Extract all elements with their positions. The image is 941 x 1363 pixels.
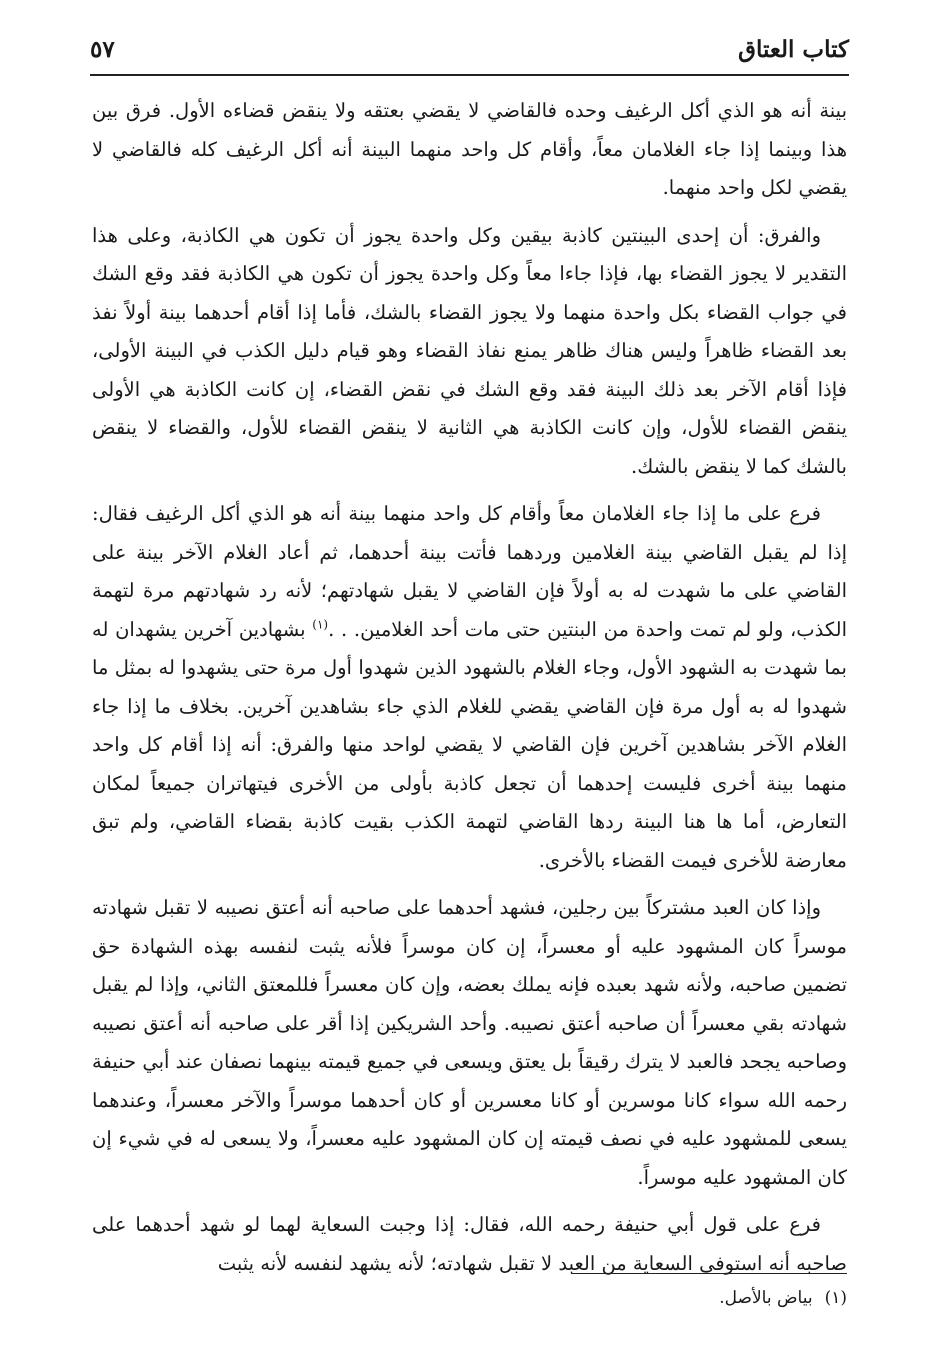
footnote-reference[interactable]: (١) (312, 617, 329, 631)
footnote-divider (571, 1273, 847, 1274)
page-header (90, 34, 849, 76)
paragraph-text: بشهادين آخرين يشهدان له بما شهدت به الشهود الأول، وجاء الغلام بالشهود الذين شهدوا أول مرة حتى يشهدوا له بمثل ما شهدوا له به أول مرة فإن القاضي يقضي للغلام الذي جاء بشاهدين آخرين. بخلاف ما إذا جاء الغلام الآخر بشاهدين آخرين فإن القاضي لا يقضي لواحد منها والفرق: أنه إذا أقام كل واحد منهما بينة أخرى فليست إحدهما أن تجعل كاذبة بأولى من الأخرى فيتهاتران جميعاً لمكان التعارض، أما ها هنا البينة ردها القاضي لتهمة الكذب بقيت كاذبة بقضاء القاضي، ولم تبق معارضة للأخرى فيمت القضاء بالأخرى. (92, 617, 847, 872)
page-body (92, 92, 847, 1292)
paragraph: فرع على قول أبي حنيفة رحمه الله، فقال: إذا وجبت السعاية لهما لو شهد أحدهما على صاحبه أنه استوفى السعاية من العبد لا تقبل شهادته؛ لأنه يشهد لنفسه لأنه يثبت (92, 1213, 847, 1275)
footnote-number: (١) (824, 1288, 847, 1308)
footnote (719, 1283, 847, 1313)
paragraph: بينة أنه هو الذي أكل الرغيف وحده فالقاضي لا يقضي بعتقه ولا ينقض قضاءه الأول. فرق بين هذا وبينما إذا جاء الغلامان معاً، وأقام كل واحد منهما البينة أنه أكل الرغيف كله فالقاضي لا يقضي لكل واحد منهما. (92, 99, 847, 199)
paragraph: والفرق: أن إحدى البينتين كاذبة بيقين وكل واحدة يجوز أن تكون هي الكاذبة، وعلى هذا التقدير لا يجوز القضاء بها، فإذا جاءا معاً وكل واحدة يجوز أن تكون هي الكاذبة فقد وقع الشك في جواب القضاء بكل واحدة منهما ولا يجوز القضاء بالشك، فأما إذا أقام أحدهما بينة أولاً نفذ بعد القضاء ظاهراً وليس هناك ظاهر يمنع نفاذ القضاء وهو قيام دليل الكذب في البينة الأولى، فإذا أقام الآخر بعد ذلك البينة فقد وقع الشك في نقض القضاء، إن كانت الكاذبة هي الأولى ينقض القضاء للأول، وإن كانت الكاذبة هي الثانية لا ينقض القضاء للأول، والقضاء لا ينقض بالشك كما لا ينقض بالشك. (92, 223, 847, 478)
footnote-text: بياض بالأصل. (719, 1288, 813, 1308)
page-number: ٥٧ (90, 36, 115, 63)
page-title: كتاب العتاق (738, 36, 849, 63)
paragraph: وإذا كان العبد مشتركاً بين رجلين، فشهد أحدهما على صاحبه أنه أعتق نصيبه لا تقبل شهادته موسراً كان المشهود عليه أو معسراً، إن كان موسراً فلأنه يثبت لنفسه بهذه الشهادة حق تضمين صاحبه، ولأنه شهد بعبده فإنه يملك بعضه، وإن كان معسراً فللمعتق الثاني، وإذا لم يقبل شهادته بقي معسراً أن صاحبه أعتق نصيبه. وأحد الشريكين إذا أقر على صاحبه أنه أعتق نصيبه وصاحبه يجحد فالعبد لا يترك رقيقاً بل يعتق ويسعى في جميع قيمته بينهما نصفان عند أبي حنيفة رحمه الله سواء كانا موسرين أو كانا معسرين أو كان أحدهما موسراً والآخر معسراً، وعندهما يسعى للمشهود عليه في نصف قيمته إن كان المشهود عليه معسراً، ولا يسعى له في شيء إن كان المشهود عليه موسراً. (92, 896, 847, 1189)
paragraph (92, 495, 847, 880)
paragraph-text: فرع على ما إذا جاء الغلامان معاً وأقام كل واحد منهما بينة أنه هو الذي أكل الرغيف فقال: إذا لم يقبل القاضي بينة الغلامين وردهما فأتت بينة أحدهما، ثم أعاد الغلام الآخر بينة على القاضي على ما شهدت له به أولاً فإن القاضي لا يقبل شهادتهم؛ لأنه رد شهادتهم مرة لتهمة الكذب، ولو لم تمت واحدة من البنتين حتى مات أحد الغلامين. . . (92, 502, 847, 641)
